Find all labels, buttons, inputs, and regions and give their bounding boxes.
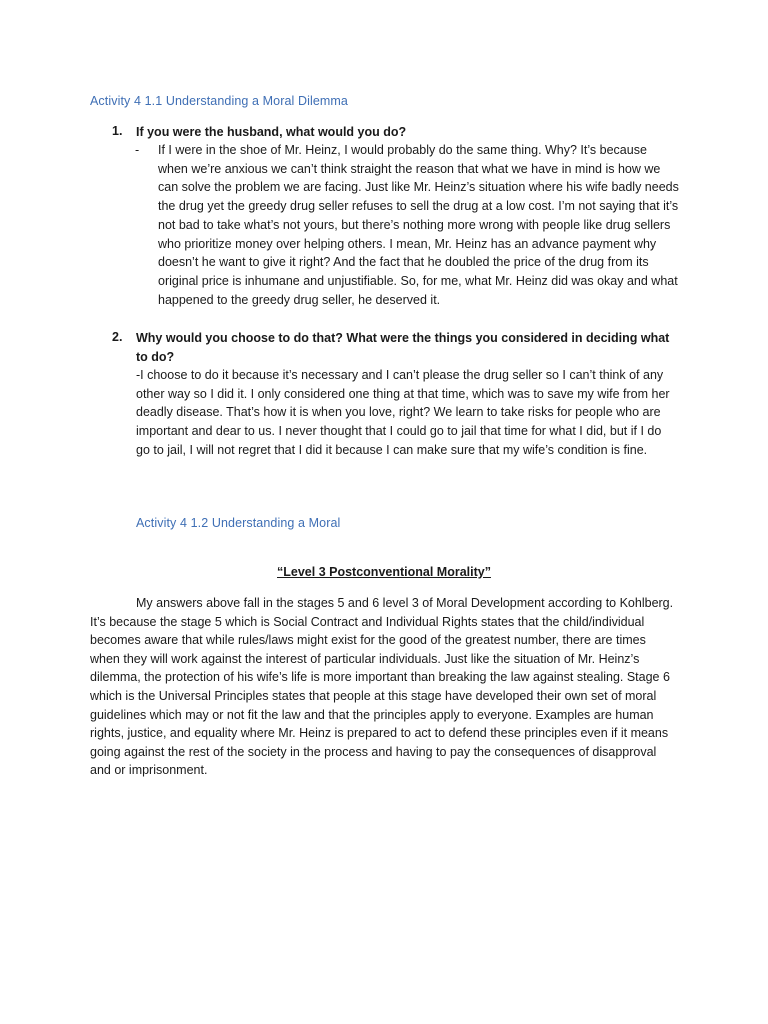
- question-1-text: If you were the husband, what would you do?: [136, 125, 407, 139]
- activity-1-heading: Activity 4 1.1 Understanding a Moral Dilemma: [90, 94, 348, 108]
- question-2-text: Why would you choose to do that? What were the things you considered in deciding what to do?: [136, 331, 670, 364]
- activity-2-heading: Activity 4 1.2 Understanding a Moral: [136, 516, 341, 530]
- answer-2-text: -I choose to do it because it’s necessary and I can’t please the drug seller so I can’t think of any other way so I did it. I only considered one thing at that time, which was to save my wife from her deadly disease. That’s how it is when you love, right? We learn to take risks for people who are important and dear to us. I never thought that I could go to jail that time for what I did, but if I do go to jail, I will not regret that I did it because I can make sure that my wife’s condition is fine.: [136, 368, 670, 457]
- answer-1-text: If I were in the shoe of Mr. Heinz, I would probably do the same thing. Why? It’s because when we’re anxious we can’t think straight the reason that what we have in mind is how we can solve the problem we are facing. Just like Mr. Heinz’s situation where his wife badly needs the drug yet the greedy drug seller refuses to sell the drug at a low cost. I’m not saying that it’s not bad to take what’s not yours, but there’s nothing more wrong with people like drug sellers who prioritize money over helping others. I mean, Mr. Heinz has an advance payment why doesn’t he want to give it right? And the fact that he doubled the price of the drug from its original price is inhumane and unjustifiable. So, for me, what Mr. Heinz did was okay and what happened to the greedy drug seller, he deserved it.: [158, 143, 679, 307]
- question-1-number: 1.: [112, 124, 123, 138]
- answer-1-bullet: -: [135, 143, 140, 157]
- question-2-number: 2.: [112, 330, 123, 344]
- section-subtitle: “Level 3 Postconventional Morality”: [277, 565, 491, 579]
- explanation-paragraph: My answers above fall in the stages 5 and 6 level 3 of Moral Development according to Kohlberg. It’s because the stage 5 which is Social Contract and Individual Rights states that the child/individual becomes aware that while rules/laws might exist for the good of the greatest number, there are times when they will work against the interest of particular individuals. Just like the situation of Mr. Heinz’s dilemma, the protection of his wife’s life is more important than breaking the law against stealing. Stage 6 which is the Universal Principles states that people at this stage have developed their own set of moral guidelines which may or not fit the law and that the principles apply to everyone. Examples are human rights, justice, and equality where Mr. Heinz is prepared to act to defend these principles even if it means going against the rest of the society in the process and having to pay the consequences of disapproval and or imprisonment.: [90, 596, 674, 778]
